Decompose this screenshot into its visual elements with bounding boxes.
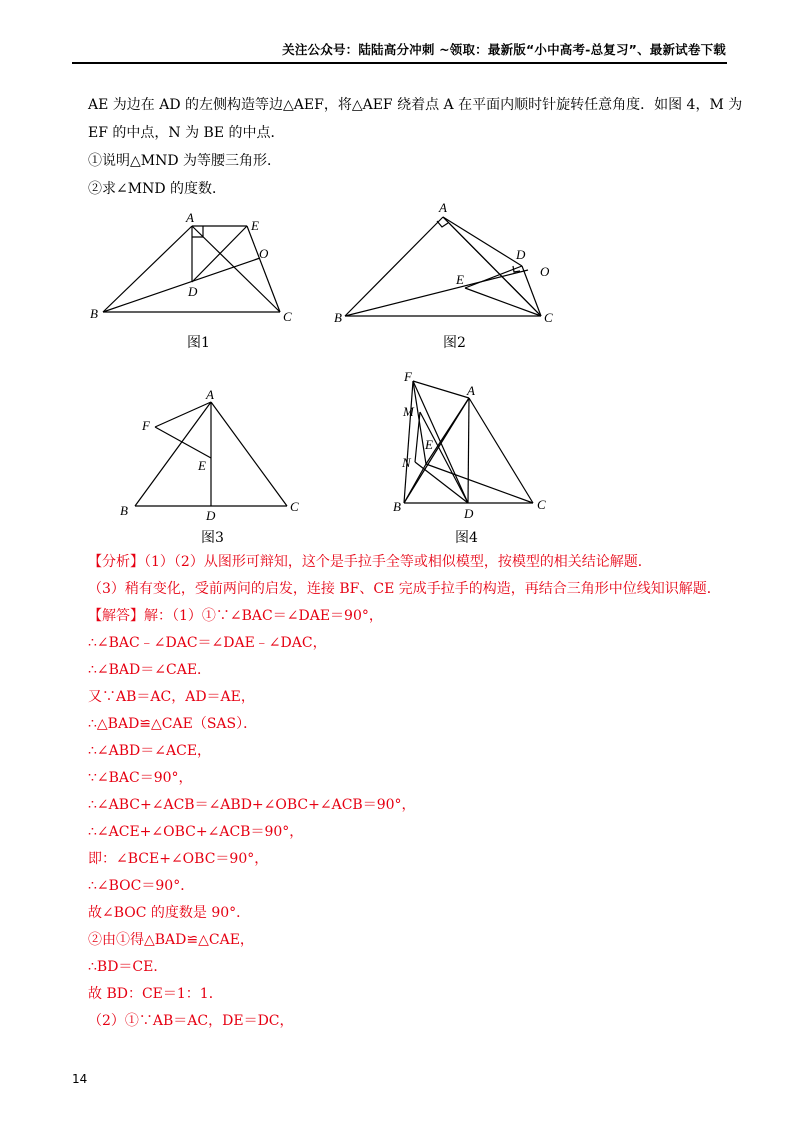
fig3-label-d: D xyxy=(206,508,216,523)
fig3-label-a: A xyxy=(206,387,214,402)
fig1-label-a: A xyxy=(186,210,194,225)
answer-line-6: ∴∠ABD＝∠ACE， xyxy=(88,743,212,759)
answer-line-5: ∴△BAD≌△CAE（SAS）． xyxy=(88,716,258,732)
page-header: 关注公众号：陆陆高分冲刺 ~领取：最新版“小中高考-总复习”、最新试卷下载 xyxy=(282,42,726,57)
fig1-caption: 图1 xyxy=(187,335,210,351)
fig4-label-e: E xyxy=(425,437,433,452)
fig3-label-e: E xyxy=(198,458,206,473)
fig4-label-d: D xyxy=(464,506,474,521)
problem-line-3: ①说明△MND 为等腰三角形． xyxy=(88,153,282,169)
fig3-label-b: B xyxy=(120,503,128,518)
page-number: 14 xyxy=(72,1072,88,1086)
answer-line-15: 故 BD：CE＝1：1． xyxy=(88,986,223,1002)
problem-line-4: ②求∠MND 的度数． xyxy=(88,181,226,197)
fig1-label-b: B xyxy=(90,306,98,321)
answer-line-2: ∴∠BAC﹣∠DAC＝∠DAE﹣∠DAC， xyxy=(88,635,327,651)
answer-line-8: ∴∠ABC+∠ACB＝∠ABD+∠OBC+∠ACB＝90°， xyxy=(88,797,416,813)
fig4-label-b: B xyxy=(393,499,401,514)
answer-line-9: ∴∠ACE+∠OBC+∠ACB＝90°， xyxy=(88,824,304,840)
fig4-label-n: N xyxy=(402,455,411,470)
fig2-label-a: A xyxy=(439,200,447,215)
fig4-caption: 图4 xyxy=(455,530,478,546)
fig1-label-c: C xyxy=(283,309,292,324)
problem-line-2: EF 的中点，N 为 BE 的中点． xyxy=(88,125,285,141)
answer-line-12: 故∠BOC 的度数是 90°． xyxy=(88,905,251,921)
fig3-label-f: F xyxy=(142,418,150,433)
fig2-label-d: D xyxy=(516,247,526,262)
answer-line-16: （2）①∵AB＝AC，DE＝DC， xyxy=(88,1013,294,1029)
analysis-line-2: （3）稍有变化，受前两问的启发，连接 BF、CE 完成手拉手的构造，再结合三角形中位线知识解题． xyxy=(88,581,721,597)
answer-line-1: 【解答】解：（1）①∵∠BAC＝∠DAE＝90°， xyxy=(88,608,383,624)
fig2-label-b: B xyxy=(334,310,342,325)
fig4-label-c: C xyxy=(537,497,546,512)
fig2-label-o: O xyxy=(540,264,550,279)
figure-4 xyxy=(0,0,800,546)
answer-line-4: 又∵AB＝AC，AD＝AE， xyxy=(88,689,255,705)
fig1-label-d: D xyxy=(188,284,198,299)
answer-line-10: 即：∠BCE+∠OBC＝90°， xyxy=(88,851,269,867)
answer-line-13: ②由①得△BAD≌△CAE， xyxy=(88,932,254,948)
fig4-label-a: A xyxy=(467,383,475,398)
fig2-caption: 图2 xyxy=(443,335,466,351)
problem-line-1: AE 为边在 AD 的左侧构造等边△AEF，将△AEF 绕着点 A 在平面内顺时针旋转任意角度．如图 4，M 为 xyxy=(88,97,743,113)
analysis-line-1: 【分析】（1）（2）从图形可辩知，这个是手拉手全等或相似模型，按模型的相关结论解题． xyxy=(88,554,652,570)
fig3-caption: 图3 xyxy=(201,530,224,546)
answer-line-7: ∵∠BAC＝90°， xyxy=(88,770,193,786)
fig4-label-f: F xyxy=(404,369,412,384)
answer-line-11: ∴∠BOC＝90°． xyxy=(88,878,195,894)
fig1-label-e: E xyxy=(251,218,259,233)
fig2-label-e: E xyxy=(456,272,464,287)
answer-line-14: ∴BD＝CE． xyxy=(88,959,168,975)
fig2-label-c: C xyxy=(544,310,553,325)
answer-line-3: ∴∠BAD＝∠CAE． xyxy=(88,662,212,678)
fig4-label-m: M xyxy=(403,404,414,419)
fig1-label-o: O xyxy=(259,246,269,261)
fig3-label-c: C xyxy=(290,499,299,514)
